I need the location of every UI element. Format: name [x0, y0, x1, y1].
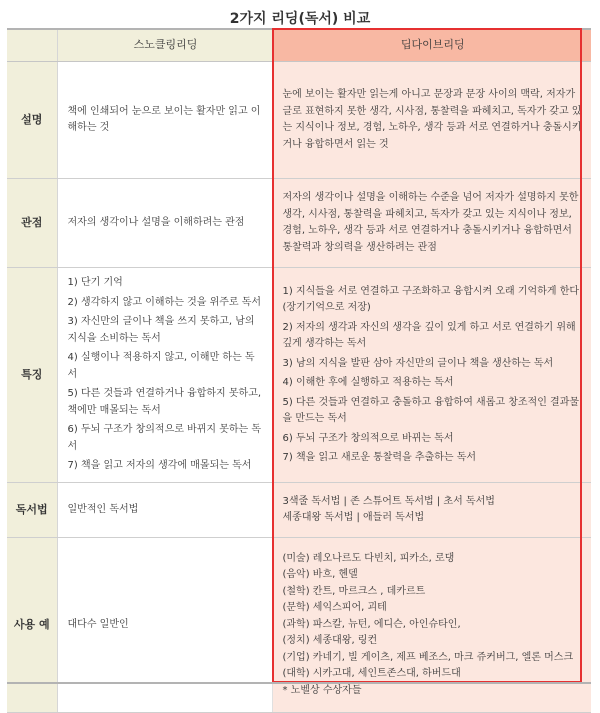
list-item: 6) 두뇌 구조가 창의적으로 바뀌는 독서: [282, 432, 454, 444]
comparison-table: [7, 28, 591, 713]
deep-method: [272, 483, 591, 538]
list-item: (대학) 시카고대, 세인트존스대, 하버드대: [282, 668, 461, 680]
list-item: 1) 단기 기억: [67, 277, 123, 289]
table-bottom-rule: [7, 682, 591, 684]
table-header-row: [7, 29, 591, 62]
list-item: (정치) 세종대왕, 링컨: [282, 635, 378, 647]
row-label-features: 특징: [7, 268, 57, 483]
list-item: 3색줄 독서법 | 존 스튜어트 독서법 | 초서 독서법: [282, 495, 495, 507]
deep-explanation: 눈에 보이는 활자만 읽는게 아니고 문장과 문장 사이의 맥락, 저자가 글로 표현하지 못한 생각, 시사점, 통찰력을 파헤치고, 독자가 갖고 있는 지식이나 정보, 경험, 노하우, 생각 등과 서로 연결하거나 충돌시키거나 융합하면서 읽는 것: [272, 62, 591, 179]
list-item: 5) 다른 것들과 연결하거나 융합하지 못하고, 책에만 매몰되는 독서: [67, 388, 262, 416]
list-item: (문학) 세익스피어, 괴테: [282, 602, 387, 614]
row-label-users: 사용 예: [7, 538, 57, 713]
page-title: 2가지 리딩(독서) 비교: [229, 11, 371, 27]
snorkel-features: [57, 268, 272, 483]
snorkel-users: 대다수 일반인: [57, 538, 272, 713]
snorkel-explanation: 책에 인쇄되어 눈으로 보이는 활자만 읽고 이해하는 것: [57, 62, 272, 179]
list-item: 3) 자신만의 글이나 책을 쓰지 못하고, 남의 지식을 소비하는 독서: [67, 316, 255, 344]
list-item: 2) 저자의 생각과 자신의 생각을 깊이 있게 하고 서로 연결하기 위해 깊게 생각하는 독서: [282, 321, 576, 349]
list-item: (기업) 카네기, 빌 게이츠, 제프 베조스, 마크 쥬커버그, 엘론 머스크: [282, 651, 574, 663]
snorkel-method: 일반적인 독서법: [57, 483, 272, 538]
row-label-method: 독서법: [7, 483, 57, 538]
table-row-perspective: [7, 179, 591, 268]
snorkel-perspective: 저자의 생각이나 설명을 이해하려는 관점: [57, 179, 272, 268]
list-item: 3) 남의 지식을 발판 삼아 자신만의 글이나 책을 생산하는 독서: [282, 357, 554, 369]
list-item: 5) 다른 것들과 연결하고 충돌하고 융합하여 새롭고 창조적인 결과물을 만드는 독서: [282, 396, 580, 424]
list-item: (과학) 파스칼, 뉴턴, 에디슨, 아인슈타인,: [282, 618, 461, 630]
list-item: (음악) 바흐, 헨델: [282, 569, 358, 581]
table-row-features: [7, 268, 591, 483]
list-item: 4) 이해한 후에 실행하고 적용하는 독서: [282, 377, 454, 388]
deep-perspective: 저자의 생각이나 설명을 이해하는 수준을 넘어 저자가 설명하지 못한 생각, 시사점, 통찰력을 파헤치고, 독자가 갖고 있는 지식이나 정보, 경험, 노하우, 생각 등과 서로 연결하거나 충돌시키거나 융합하면서 통찰력과 창의력을 생산하려는 관점: [272, 179, 591, 268]
header-snorkel-reading: 스노클링리딩: [57, 29, 272, 62]
header-corner: [7, 29, 57, 62]
list-item: * 노벨상 수상자들: [282, 684, 362, 696]
header-deep-dive-reading: 딥다이브리딩: [272, 29, 591, 62]
list-item: 4) 실행이나 적용하지 않고, 이해만 하는 독서: [67, 352, 255, 380]
list-item: 7) 책을 읽고 저자의 생각에 매몰되는 독서: [67, 460, 252, 472]
table-row-method: [7, 483, 591, 538]
row-label-explanation: 설명: [7, 62, 57, 179]
row-label-perspective: 관점: [7, 179, 57, 268]
list-item: 1) 지식들을 서로 연결하고 구조화하고 융합시켜 오래 기억하게 한다 (장기기억으로 저장): [282, 285, 580, 313]
list-item: 7) 책을 읽고 새로운 통찰력을 추출하는 독서: [282, 452, 477, 463]
deep-features: [272, 268, 591, 483]
deep-users: [272, 538, 591, 713]
list-item: 6) 두뇌 구조가 창의적으로 바뀌지 못하는 독서: [67, 424, 262, 452]
list-item: (미술) 레오나르도 다빈치, 피카소, 로댕: [282, 552, 455, 564]
list-item: (철학) 칸트, 마르크스 , 데카르트: [282, 585, 426, 597]
table-row-users: [7, 538, 591, 713]
table-row-explanation: [7, 62, 591, 179]
list-item: 세종대왕 독서법 | 애들러 독서법: [282, 512, 425, 523]
list-item: 2) 생각하지 않고 이해하는 것을 위주로 독서: [67, 296, 262, 308]
